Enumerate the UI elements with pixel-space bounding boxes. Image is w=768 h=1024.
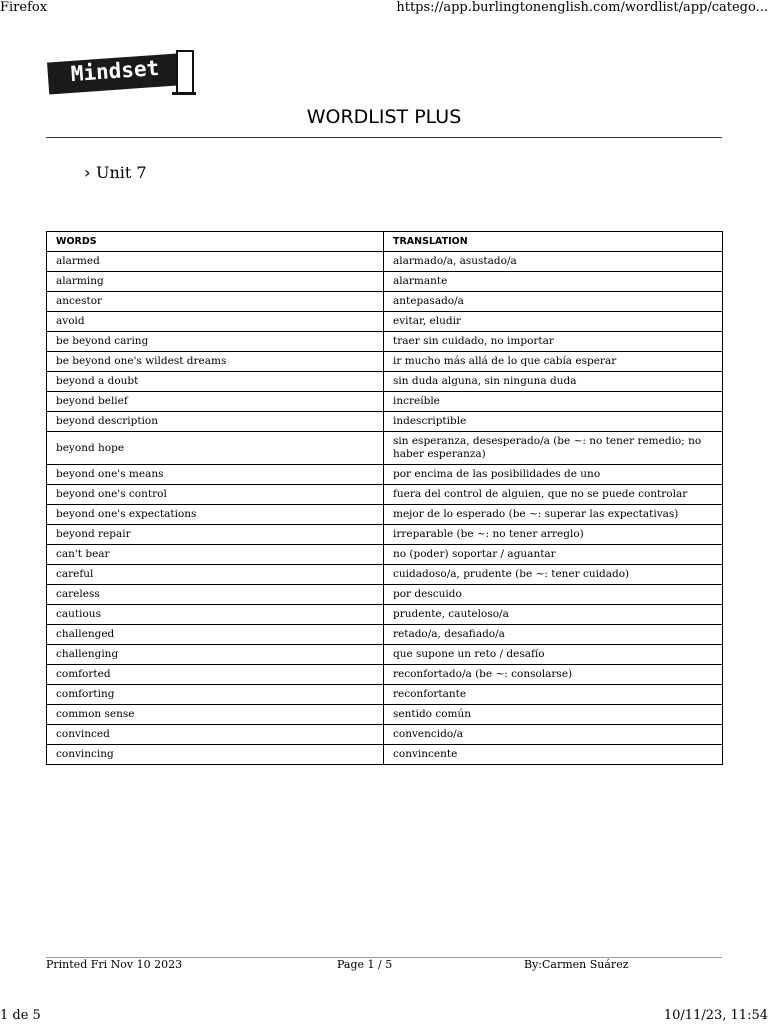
table-row bbox=[47, 565, 723, 585]
mindset-logo bbox=[48, 50, 196, 96]
table-row bbox=[47, 645, 723, 665]
translation-cell: cuidadoso/a, prudente (be ~: tener cuidado) bbox=[384, 565, 723, 585]
translation-cell: retado/a, desafiado/a bbox=[384, 625, 723, 645]
table-row bbox=[47, 465, 723, 485]
word-cell: common sense bbox=[47, 705, 384, 725]
word-cell: can't bear bbox=[47, 545, 384, 565]
word-cell: beyond one's control bbox=[47, 485, 384, 505]
word-cell: challenged bbox=[47, 625, 384, 645]
translation-cell: fuera del control de alguien, que no se puede controlar bbox=[384, 485, 723, 505]
word-cell: alarming bbox=[47, 272, 384, 292]
translation-cell: traer sin cuidado, no importar bbox=[384, 332, 723, 352]
table-header-row bbox=[47, 232, 723, 252]
table-row bbox=[47, 485, 723, 505]
translation-cell: sin esperanza, desesperado/a (be ~: no tener remedio; no haber esperanza) bbox=[384, 432, 723, 465]
translation-cell: antepasado/a bbox=[384, 292, 723, 312]
word-cell: challenging bbox=[47, 645, 384, 665]
word-cell: beyond a doubt bbox=[47, 372, 384, 392]
word-cell: beyond hope bbox=[47, 432, 384, 465]
word-cell: comforting bbox=[47, 685, 384, 705]
word-cell: cautious bbox=[47, 605, 384, 625]
word-cell: beyond one's means bbox=[47, 465, 384, 485]
translation-cell: alarmado/a, asustado/a bbox=[384, 252, 723, 272]
word-cell: ancestor bbox=[47, 292, 384, 312]
table-row bbox=[47, 392, 723, 412]
word-cell: careful bbox=[47, 565, 384, 585]
table-row bbox=[47, 665, 723, 685]
word-cell: beyond one's expectations bbox=[47, 505, 384, 525]
translation-cell: no (poder) soportar / aguantar bbox=[384, 545, 723, 565]
translation-cell: increíble bbox=[384, 392, 723, 412]
translation-cell: alarmante bbox=[384, 272, 723, 292]
word-cell: beyond repair bbox=[47, 525, 384, 545]
wordlist-table bbox=[46, 231, 723, 765]
translation-cell: convencido/a bbox=[384, 725, 723, 745]
title-divider bbox=[46, 137, 722, 138]
translation-cell: irreparable (be ~: no tener arreglo) bbox=[384, 525, 723, 545]
translation-cell: evitar, eludir bbox=[384, 312, 723, 332]
logo-text: Mindset bbox=[70, 55, 160, 87]
word-cell: comforted bbox=[47, 665, 384, 685]
word-cell: be beyond one's wildest dreams bbox=[47, 352, 384, 372]
translation-cell: reconfortado/a (be ~: consolarse) bbox=[384, 665, 723, 685]
word-cell: alarmed bbox=[47, 252, 384, 272]
column-header-translation: TRANSLATION bbox=[384, 232, 723, 252]
unit-label: Unit 7 bbox=[96, 163, 147, 182]
logo-number-mark bbox=[176, 50, 194, 92]
table-row bbox=[47, 725, 723, 745]
table-row bbox=[47, 605, 723, 625]
translation-cell: que supone un reto / desafío bbox=[384, 645, 723, 665]
author: By:Carmen Suárez bbox=[524, 958, 629, 971]
page-title: WORDLIST PLUS bbox=[306, 106, 462, 128]
table-row bbox=[47, 625, 723, 645]
chevron-right-icon: › bbox=[84, 163, 91, 182]
table-row bbox=[47, 525, 723, 545]
browser-app-name: Firefox bbox=[0, 0, 48, 15]
translation-cell: por encima de las posibilidades de uno bbox=[384, 465, 723, 485]
table-row bbox=[47, 332, 723, 352]
translation-cell: mejor de lo esperado (be ~: superar las expectativas) bbox=[384, 505, 723, 525]
table-row bbox=[47, 685, 723, 705]
table-row bbox=[47, 745, 723, 765]
translation-cell: reconfortante bbox=[384, 685, 723, 705]
print-page-count: 1 de 5 bbox=[0, 1008, 41, 1023]
translation-cell: indescriptible bbox=[384, 412, 723, 432]
word-cell: beyond description bbox=[47, 412, 384, 432]
table-row bbox=[47, 372, 723, 392]
page-number: Page 1 / 5 bbox=[337, 958, 393, 971]
table-row bbox=[47, 585, 723, 605]
column-header-words: WORDS bbox=[47, 232, 384, 252]
print-datetime: 10/11/23, 11:54 bbox=[663, 1008, 768, 1023]
translation-cell: sentido común bbox=[384, 705, 723, 725]
translation-cell: por descuido bbox=[384, 585, 723, 605]
word-cell: careless bbox=[47, 585, 384, 605]
translation-cell: ir mucho más allá de lo que cabía esperar bbox=[384, 352, 723, 372]
table-row bbox=[47, 545, 723, 565]
word-cell: beyond belief bbox=[47, 392, 384, 412]
unit-heading bbox=[84, 162, 147, 184]
table-row bbox=[47, 705, 723, 725]
printed-date: Printed Fri Nov 10 2023 bbox=[46, 958, 183, 971]
table-row bbox=[47, 412, 723, 432]
table-row bbox=[47, 272, 723, 292]
word-cell: convincing bbox=[47, 745, 384, 765]
translation-cell: sin duda alguna, sin ninguna duda bbox=[384, 372, 723, 392]
table-row bbox=[47, 505, 723, 525]
translation-cell: convincente bbox=[384, 745, 723, 765]
word-cell: convinced bbox=[47, 725, 384, 745]
translation-cell: prudente, cauteloso/a bbox=[384, 605, 723, 625]
table-row bbox=[47, 252, 723, 272]
table-row bbox=[47, 352, 723, 372]
table-row bbox=[47, 432, 723, 465]
word-cell: be beyond caring bbox=[47, 332, 384, 352]
word-cell: avoid bbox=[47, 312, 384, 332]
table-row bbox=[47, 292, 723, 312]
page-url: https://app.burlingtonenglish.com/wordlist/app/catego... bbox=[396, 0, 768, 15]
table-row bbox=[47, 312, 723, 332]
